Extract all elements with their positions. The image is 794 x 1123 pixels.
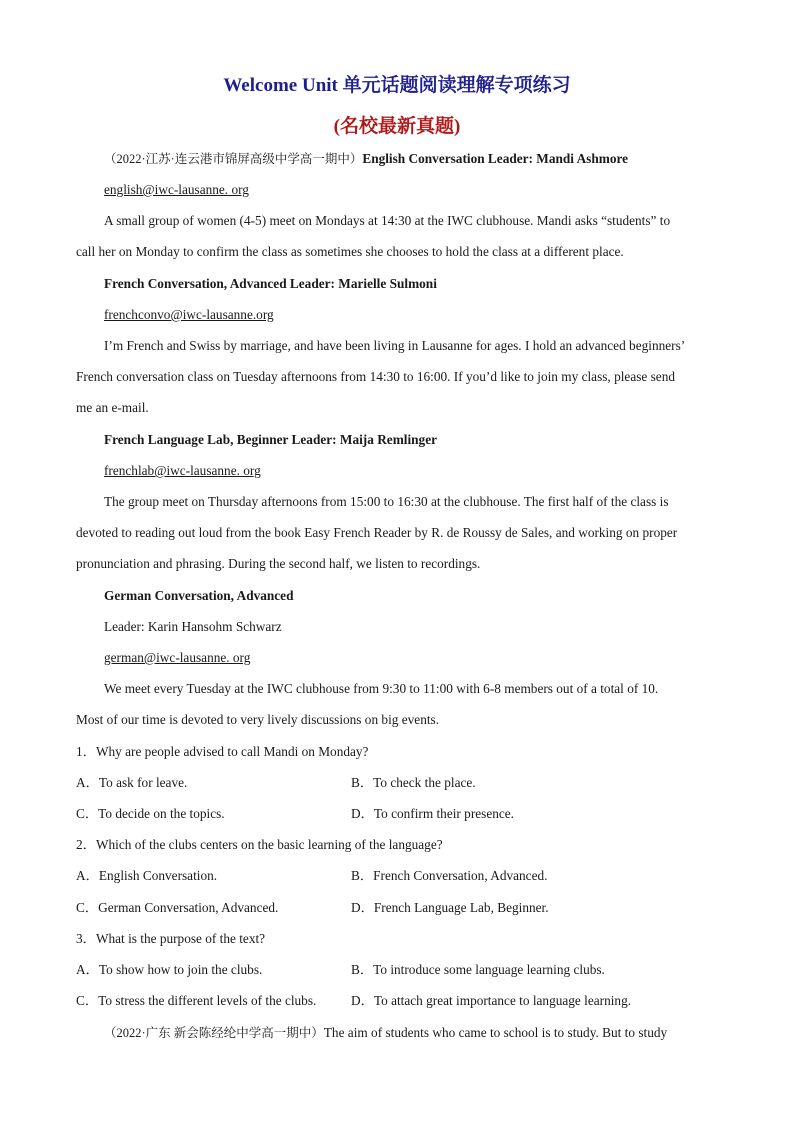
club4-heading: German Conversation, Advanced <box>104 588 294 603</box>
question-1-option-c: C．To decide on the topics. <box>76 806 225 821</box>
passage1-source: （2022·江苏·连云港市锦屏高级中学高一期中） <box>104 152 363 166</box>
question-2-option-a: A．English Conversation. <box>76 868 218 883</box>
question-2-stem: 2．Which of the clubs centers on the basic learning of the language? <box>76 837 443 852</box>
club2-email[interactable]: frenchconvo@iwc-lausanne.org <box>104 307 274 322</box>
club3-heading: French Language Lab, Beginner Leader: Maija Remlinger <box>104 432 438 447</box>
club1-heading: English Conversation Leader: Mandi Ashmore <box>362 151 629 166</box>
passage2-text: The aim of students who came to school is to study. But to study <box>323 1025 668 1040</box>
question-1-option-b: B．To check the place. <box>351 775 476 790</box>
question-1-option-d: D．To confirm their presence. <box>351 806 515 821</box>
question-3-option-c: C．To stress the different levels of the clubs. <box>76 993 317 1008</box>
question-1-option-a: A．To ask for leave. <box>76 775 188 790</box>
question-1-stem: 1．Why are people advised to call Mandi on Monday? <box>76 744 369 759</box>
club3-paragraph-line: pronunciation and phrasing. During the second half, we listen to recordings. <box>76 556 481 571</box>
question-2-option-b: B．French Conversation, Advanced. <box>351 868 548 883</box>
club4-paragraph-line: Most of our time is devoted to very lively discussions on big events. <box>76 712 440 727</box>
club2-paragraph-line: I’m French and Swiss by marriage, and have been living in Lausanne for ages. I hold an advanced beginners’ <box>104 338 686 353</box>
club3-paragraph-line: devoted to reading out loud from the book Easy French Reader by R. de Roussy de Sales, and working on proper <box>76 525 678 540</box>
passage1-first-line <box>104 150 628 168</box>
club1-paragraph-line: A small group of women (4-5) meet on Mondays at 14:30 at the IWC clubhouse. Mandi asks “students” to <box>104 213 671 228</box>
question-3-option-b: B．To introduce some language learning clubs. <box>351 962 605 977</box>
page-title: Welcome Unit 单元话题阅读理解专项练习 <box>223 75 571 96</box>
club3-email[interactable]: frenchlab@iwc-lausanne. org <box>104 463 261 478</box>
club2-heading: French Conversation, Advanced Leader: Marielle Sulmoni <box>104 276 437 291</box>
passage2-source: （2022·广东 新会陈经纶中学高一期中） <box>104 1026 324 1040</box>
passage2-first-line <box>104 1024 667 1042</box>
question-3-option-d: D．To attach great importance to language learning. <box>351 993 632 1008</box>
club2-paragraph-line: me an e-mail. <box>76 400 149 415</box>
page-subtitle: (名校最新真题) <box>333 116 461 137</box>
question-2-option-d: D．French Language Lab, Beginner. <box>351 900 549 915</box>
club4-leader: Leader: Karin Hansohm Schwarz <box>104 619 282 634</box>
club1-email[interactable]: english@iwc-lausanne. org <box>104 182 249 197</box>
question-3-option-a: A．To show how to join the clubs. <box>76 962 263 977</box>
club3-paragraph-line: The group meet on Thursday afternoons from 15:00 to 16:30 at the clubhouse. The first half of the class is <box>104 494 669 509</box>
club4-email[interactable]: german@iwc-lausanne. org <box>104 650 251 665</box>
club1-paragraph-line: call her on Monday to confirm the class as sometimes she chooses to hold the class at a different place. <box>76 244 624 259</box>
club4-paragraph-line: We meet every Tuesday at the IWC clubhouse from 9:30 to 11:00 with 6-8 members out of a total of 10. <box>104 681 659 696</box>
question-3-stem: 3．What is the purpose of the text? <box>76 931 266 946</box>
club2-paragraph-line: French conversation class on Tuesday afternoons from 14:30 to 16:00. If you’d like to join my class, please send <box>76 369 675 384</box>
question-2-option-c: C．German Conversation, Advanced. <box>76 900 279 915</box>
